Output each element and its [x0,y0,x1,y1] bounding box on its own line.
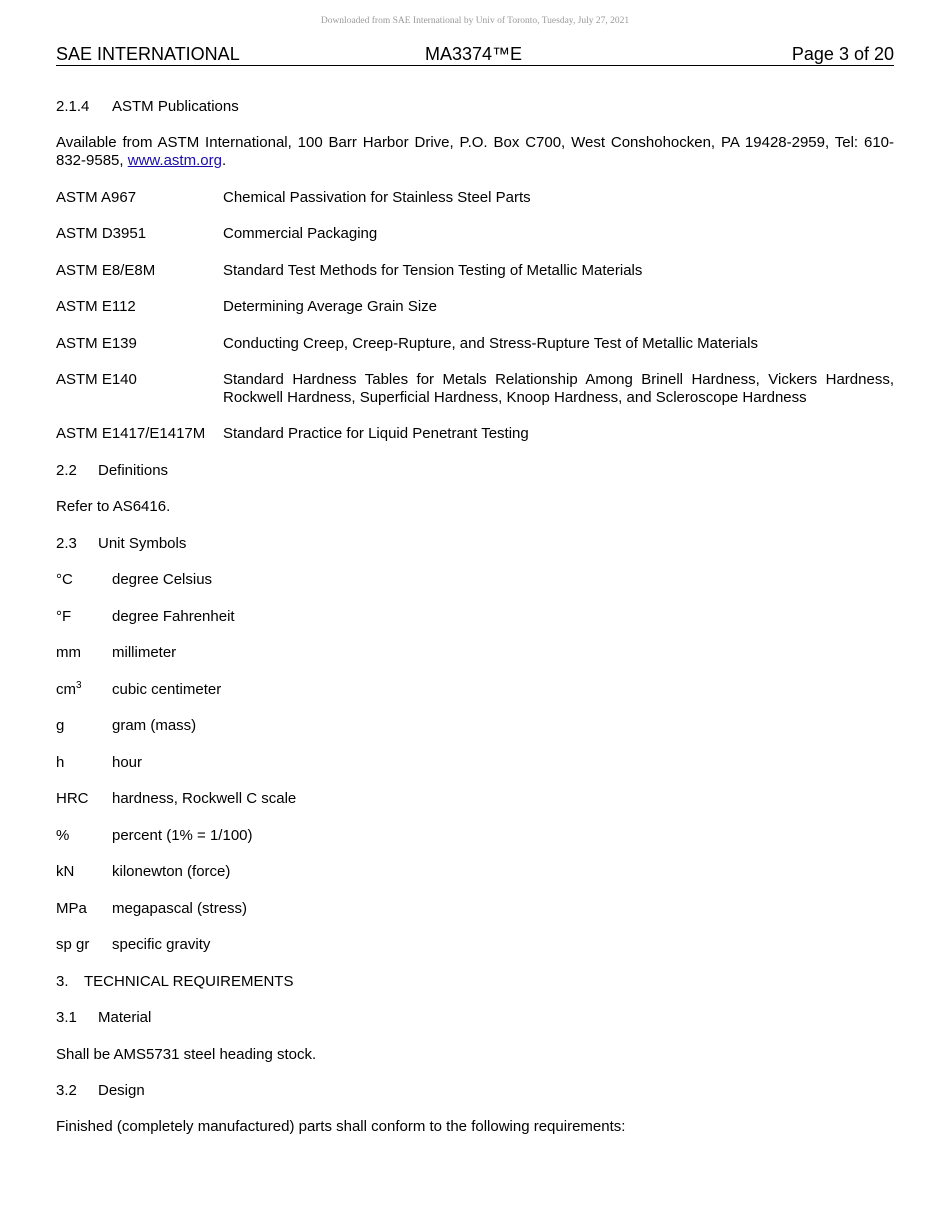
reference-code: ASTM E140 [56,371,137,388]
reference-code: ASTM E1417/E1417M [56,425,206,442]
section-title: Definitions [98,462,169,479]
page-header [56,43,894,66]
availability-text: Available from ASTM International, 100 Barr Harbor Drive, P.O. Box C700, West Conshohocken, PA 19428-2959, Tel: 610-832-9585, [56,134,894,169]
section-number: 2.2 [56,462,77,479]
unit-description: gram (mass) [112,717,197,734]
section-number: 3. [56,973,69,990]
unit-symbol: h [56,754,65,771]
reference-code: ASTM E8/E8M [56,262,156,279]
unit-description: kilonewton (force) [112,863,231,880]
section-heading-2-2 [56,462,168,480]
header-org: SAE INTERNATIONAL [56,44,240,64]
section-number: 2.3 [56,535,77,552]
unit-description: specific gravity [112,936,211,953]
reference-code: ASTM E112 [56,298,136,315]
definitions-text: Refer to AS6416. [56,498,171,515]
section-number: 2.1.4 [56,98,90,115]
section-heading-3-1 [56,1009,151,1027]
astm-website-link[interactable]: www.astm.org [127,152,222,169]
section-heading-2-3 [56,535,186,553]
section-title: TECHNICAL REQUIREMENTS [84,973,294,990]
material-text: Shall be AMS5731 steel heading stock. [56,1046,317,1063]
unit-symbol: HRC [56,790,89,807]
unit-symbol: °C [56,571,73,588]
unit-description: hour [112,754,143,771]
section-heading-2-1-4 [56,98,239,116]
section-title: ASTM Publications [112,98,239,115]
reference-title: Commercial Packaging [223,225,378,242]
download-watermark: Downloaded from SAE International by Univ of Toronto, Tuesday, July 27, 2021 [320,16,630,26]
unit-description: megapascal (stress) [112,900,248,917]
reference-code: ASTM E139 [56,335,137,352]
section-heading-3-2 [56,1082,145,1100]
unit-description: millimeter [112,644,177,661]
design-text: Finished (completely manufactured) parts shall conform to the following requirements: [56,1118,626,1135]
reference-title: Chemical Passivation for Stainless Steel Parts [223,189,531,206]
unit-description: degree Fahrenheit [112,608,235,625]
unit-symbol: $cm^3$ [56,680,82,698]
unit-description: cubic centimeter [112,681,222,698]
unit-symbol: MPa [56,900,87,917]
unit-symbol: sp gr [56,936,90,953]
unit-symbol: g [56,717,65,734]
reference-title: Standard Test Methods for Tension Testing of Metallic Materials [223,262,643,279]
section-title: Unit Symbols [98,535,187,552]
unit-symbol: mm [56,644,81,661]
unit-symbol: kN [56,863,75,880]
section-title: Design [98,1082,145,1099]
section-number: 3.2 [56,1082,77,1099]
reference-code: ASTM D3951 [56,225,147,242]
reference-title: Standard Hardness Tables for Metals Relationship Among Brinell Hardness, Vickers Hardness, Rockwell Hardness, Superficial Hardness, Knoop Hardness, and Scleroscope Hardness [223,371,894,406]
reference-title: Conducting Creep, Creep-Rupture, and Stress-Rupture Test of Metallic Materials [223,335,758,352]
reference-title: Determining Average Grain Size [223,298,437,315]
unit-description: hardness, Rockwell C scale [112,790,297,807]
reference-code: ASTM A967 [56,189,137,206]
header-page-number: Page 3 of 20 [791,44,894,64]
unit-description: degree Celsius [112,571,213,588]
section-number: 3.1 [56,1009,77,1026]
availability-period: . [221,152,227,169]
unit-description: percent (1% = 1/100) [112,827,253,844]
section-title: Material [98,1009,152,1026]
header-doc-number: MA3374™E [425,44,523,64]
reference-title: Standard Practice for Liquid Penetrant Testing [223,425,529,442]
unit-symbol: °F [56,608,72,625]
section-heading-3 [56,973,293,991]
astm-availability-paragraph [56,134,894,170]
unit-symbol: % [56,827,70,844]
